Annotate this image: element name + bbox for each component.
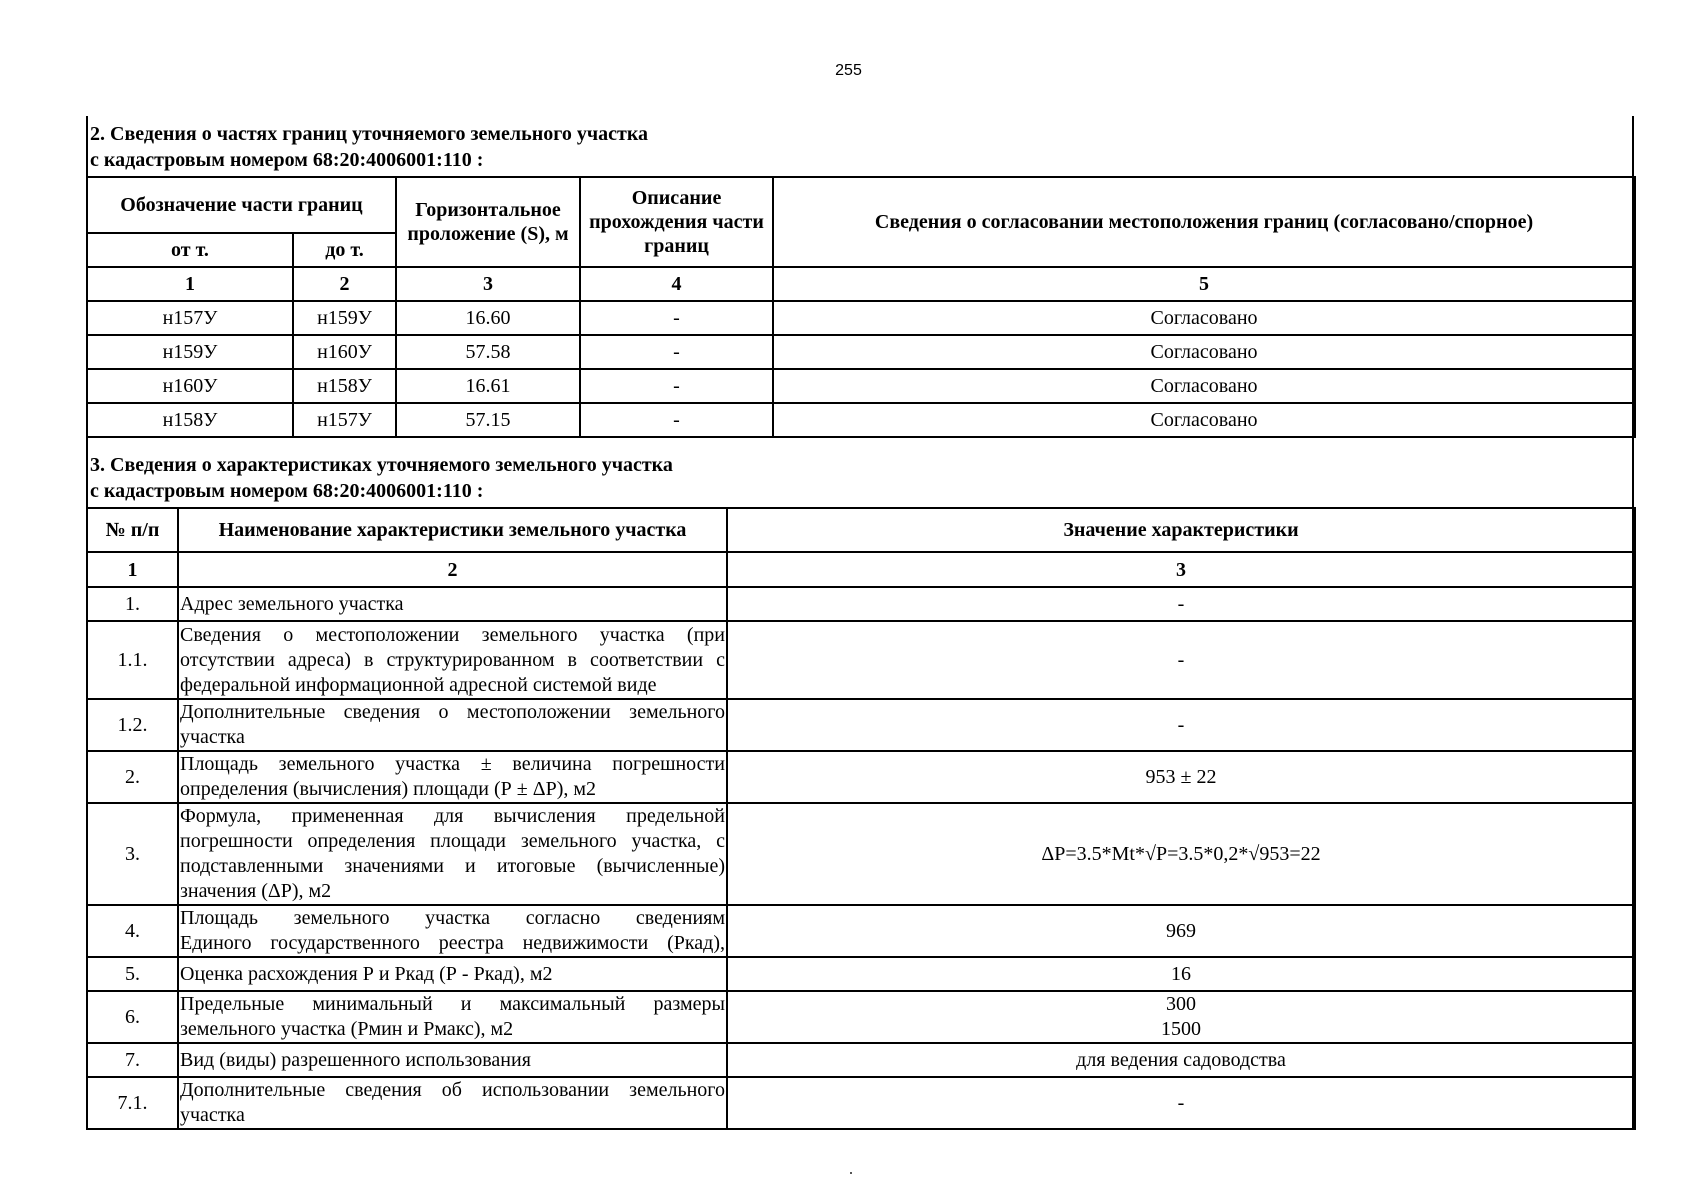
section2-title <box>90 121 648 173</box>
header-horizontal: Горизонтальное проложение (S), м <box>396 177 580 267</box>
table-row <box>87 803 1635 905</box>
name-line: Оценка расхождения Р и Ркад (Р - Ркад), м2 <box>180 962 553 985</box>
header-name: Наименование характеристики земельного участка <box>178 508 727 552</box>
row-number: 7. <box>87 1043 178 1077</box>
header-description: Описание прохождения части границ <box>580 177 773 267</box>
column-numbers-row <box>87 552 1635 587</box>
characteristic-value: 969 <box>727 905 1635 957</box>
table-row <box>87 1077 1635 1129</box>
name-line: Единого государственного реестра недвижимости (Ркад), <box>180 932 725 954</box>
agreement-status: Согласовано <box>773 301 1635 335</box>
characteristic-value: - <box>727 699 1635 751</box>
section3-title-line1: 3. Сведения о характеристиках уточняемого земельного участка <box>90 454 673 476</box>
name-line: Дополнительные сведения об использовании земельного <box>180 1079 725 1101</box>
characteristic-value: 953 ± 22 <box>727 751 1635 803</box>
from-point: н157У <box>87 301 293 335</box>
characteristic-name <box>178 803 727 905</box>
column-numbers-row <box>87 267 1635 301</box>
name-line: Площадь земельного участка согласно сведениям <box>180 907 725 929</box>
header-num: № п/п <box>87 508 178 552</box>
header-agreement: Сведения о согласовании местоположения границ (согласовано/спорное) <box>773 177 1635 267</box>
page-number: 255 <box>835 62 862 79</box>
table-row <box>87 991 1635 1043</box>
name-line: земельного участка (Рмин и Рмакс), м2 <box>180 1018 514 1040</box>
header-from: от т. <box>87 233 293 267</box>
name-line: Адрес земельного участка <box>180 592 404 615</box>
name-line: участка <box>180 1104 245 1126</box>
name-line: Формула, примененная для вычисления предельной <box>180 805 725 827</box>
table-row <box>87 335 1635 369</box>
to-point: н157У <box>293 403 396 437</box>
col-number: 1 <box>87 552 178 587</box>
to-point: н158У <box>293 369 396 403</box>
characteristics-table <box>86 507 1636 1130</box>
header-value: Значение характеристики <box>727 508 1635 552</box>
col-number: 3 <box>727 552 1635 587</box>
name-line: Предельные минимальный и максимальный размеры <box>180 993 725 1015</box>
description: - <box>580 403 773 437</box>
name-line: определения (вычисления) площади (Р ± ΔР), м2 <box>180 778 597 800</box>
from-point: н160У <box>87 369 293 403</box>
characteristic-name <box>178 905 727 957</box>
characteristic-value: ΔР=3.5*Mt*√Р=3.5*0,2*√953=22 <box>727 803 1635 905</box>
section3-title <box>90 452 673 504</box>
table-row <box>87 699 1635 751</box>
description: - <box>580 335 773 369</box>
name-line: значения (ΔР), м2 <box>180 880 332 902</box>
table-row <box>87 905 1635 957</box>
row-number: 3. <box>87 803 178 905</box>
name-line: федеральной информационной адресной системой виде <box>180 673 657 696</box>
characteristic-name <box>178 587 727 621</box>
row-number: 7.1. <box>87 1077 178 1129</box>
characteristic-name <box>178 991 727 1043</box>
agreement-status: Согласовано <box>773 369 1635 403</box>
row-number: 1.2. <box>87 699 178 751</box>
to-point: н160У <box>293 335 396 369</box>
description: - <box>580 301 773 335</box>
from-point: н159У <box>87 335 293 369</box>
table-row <box>87 1043 1635 1077</box>
boundary-parts-table <box>86 176 1636 438</box>
col-number: 5 <box>773 267 1635 301</box>
row-number: 4. <box>87 905 178 957</box>
name-line: Дополнительные сведения о местоположении земельного <box>180 701 725 723</box>
scan-dot <box>850 1172 852 1174</box>
section2-title-line2: с кадастровым номером 68:20:4006001:110 : <box>90 149 484 171</box>
row-number: 1.1. <box>87 621 178 699</box>
col-number: 1 <box>87 267 293 301</box>
horizontal-distance: 16.61 <box>396 369 580 403</box>
characteristic-value: - <box>727 621 1635 699</box>
agreement-status: Согласовано <box>773 335 1635 369</box>
table-row <box>87 301 1635 335</box>
value-line: 300 <box>1166 993 1196 1015</box>
to-point: н159У <box>293 301 396 335</box>
agreement-status: Согласовано <box>773 403 1635 437</box>
col-number: 3 <box>396 267 580 301</box>
row-number: 1. <box>87 587 178 621</box>
value-line: 1500 <box>1161 1018 1201 1040</box>
characteristic-value: 16 <box>727 957 1635 991</box>
table-row <box>87 957 1635 991</box>
header-to: до т. <box>293 233 396 267</box>
name-line: Сведения о местоположении земельного участка (при <box>180 623 725 646</box>
name-line: Площадь земельного участка ± величина погрешности <box>180 753 725 775</box>
table-row <box>87 587 1635 621</box>
characteristic-name <box>178 699 727 751</box>
name-line: участка <box>180 726 245 748</box>
row-number: 2. <box>87 751 178 803</box>
col-number: 4 <box>580 267 773 301</box>
name-line: Вид (виды) разрешенного использования <box>180 1048 531 1071</box>
characteristic-name <box>178 1077 727 1129</box>
horizontal-distance: 16.60 <box>396 301 580 335</box>
characteristic-name <box>178 957 727 991</box>
row-number: 5. <box>87 957 178 991</box>
characteristic-value: для ведения садоводства <box>727 1043 1635 1077</box>
col-number: 2 <box>293 267 396 301</box>
characteristic-value <box>727 991 1635 1043</box>
characteristic-name <box>178 621 727 699</box>
table-row <box>87 403 1635 437</box>
description: - <box>580 369 773 403</box>
col-number: 2 <box>178 552 727 587</box>
horizontal-distance: 57.58 <box>396 335 580 369</box>
table-row <box>87 369 1635 403</box>
section2-title-line1: 2. Сведения о частях границ уточняемого земельного участка <box>90 123 649 145</box>
characteristic-name <box>178 1043 727 1077</box>
table-row <box>87 751 1635 803</box>
header-part: Обозначение части границ <box>87 177 396 233</box>
name-line: погрешности определения площади земельного участка, с <box>180 830 725 852</box>
from-point: н158У <box>87 403 293 437</box>
name-line: подставленными значениями и итоговые (вычисленные) <box>180 855 725 877</box>
name-line: отсутствии адреса) в структурированном в соответствии с <box>180 648 725 671</box>
table-row <box>87 621 1635 699</box>
characteristic-value: - <box>727 587 1635 621</box>
horizontal-distance: 57.15 <box>396 403 580 437</box>
section3-title-line2: с кадастровым номером 68:20:4006001:110 : <box>90 480 484 502</box>
characteristic-value: - <box>727 1077 1635 1129</box>
row-number: 6. <box>87 991 178 1043</box>
characteristic-name <box>178 751 727 803</box>
